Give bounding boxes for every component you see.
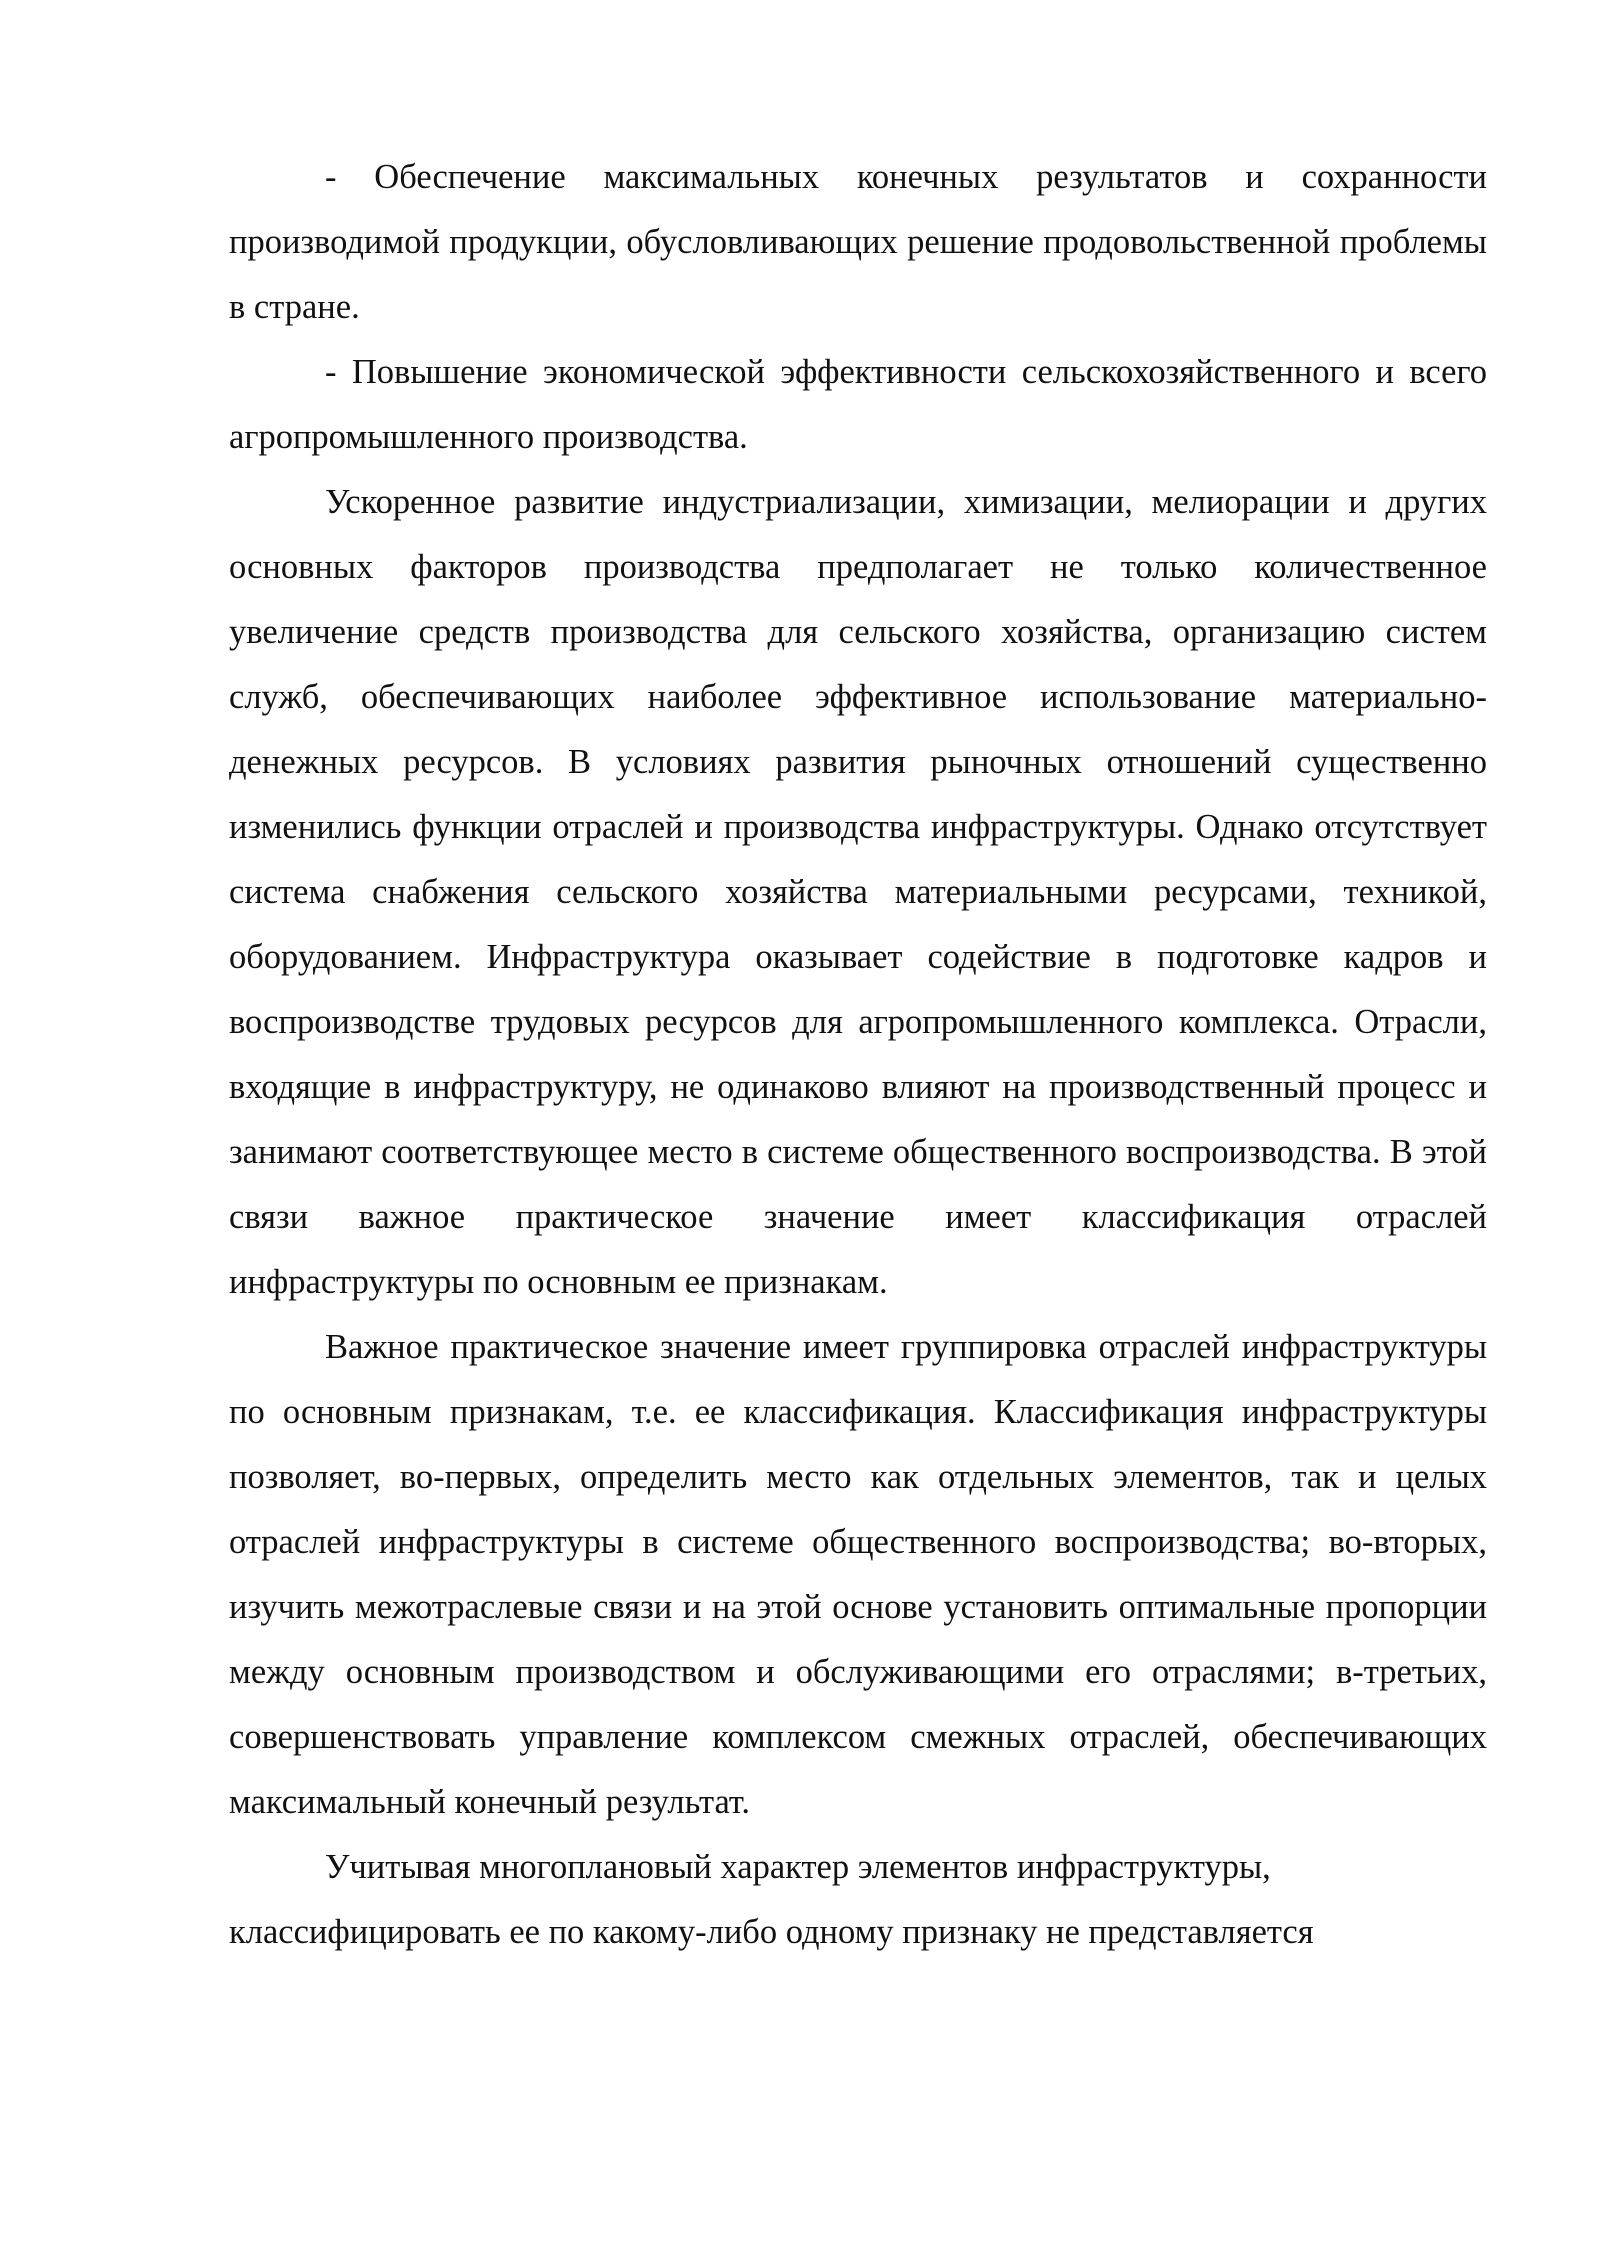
- document-body: [229, 145, 1487, 1965]
- paragraph-classification-importance: Важное практическое значение имеет группировка отраслей инфраструктуры по основным признакам, т.е. ее классификация. Классификация инфраструктуры позволяет, во-первых, определить место как отдельных элементов, так и целых отраслей инфраструктуры в системе общественного воспроизводства; во-вторых, изучить межотраслевые связи и на этой основе установить оптимальные пропорции между основным производством и обслуживающими его отраслями; в-третьих, совершенствовать управление комплексом смежных отраслей, обеспечивающих максимальный конечный результат.: [229, 1328, 1487, 1821]
- paragraph-accelerated-development: Ускоренное развитие индустриализации, химизации, мелиорации и других основных факторов производства предполагает не только количественное увеличение средств производства для сельского хозяйства, организацию систем служб, обеспечивающих наиболее эффективное использование материально-денежных ресурсов. В условиях развития рыночных отношений существенно изменились функции отраслей и производства инфраструктуры. Однако отсутствует система снабжения сельского хозяйства материальными ресурсами, техникой, оборудованием. Инфраструктура оказывает содействие в подготовке кадров и воспроизводстве трудовых ресурсов для агропромышленного комплекса. Отрасли, входящие в инфраструктуру, не одинаково влияют на производственный процесс и занимают соответствующее место в системе общественного воспроизводства. В этой связи важное практическое значение имеет классификация отраслей инфраструктуры по основным ее признакам.: [229, 483, 1487, 1301]
- paragraph-efficiency-bullet: - Повышение экономической эффективности сельскохозяйственного и всего агропромышленного производства.: [229, 353, 1487, 456]
- paragraph-food-security-bullet: - Обеспечение максимальных конечных результатов и сохранности производимой продукции, обусловливающих решение продовольственной проблемы в стране.: [229, 158, 1487, 326]
- paragraph-multifaceted-character: Учитывая многоплановый характер элементов инфраструктуры, классифицировать ее по какому-либо одному признаку не представляется: [229, 1848, 1314, 1951]
